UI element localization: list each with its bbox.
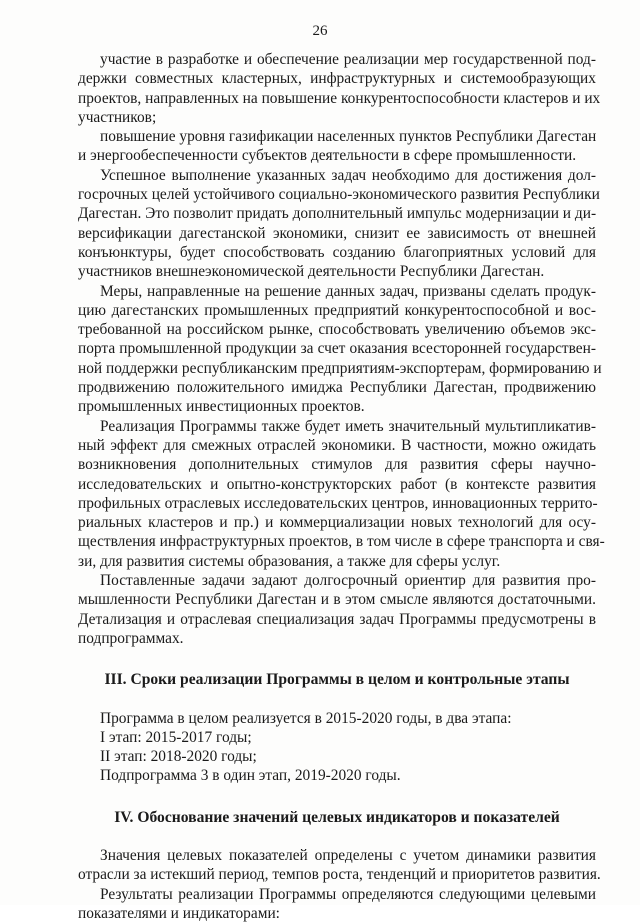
- text-line: цию дагестанских промышленных предприятий конкурентоспособной и вос-: [78, 301, 596, 319]
- text-line: участие в разработке и обеспечение реализации мер государственной под-: [100, 51, 596, 68]
- paragraph: [78, 885, 596, 923]
- text-line: держки совместных кластерных, инфраструктурных и системообразующих: [78, 70, 596, 88]
- page-number: 26: [312, 23, 328, 39]
- text-line: подпрограммах.: [78, 629, 184, 647]
- text-line: возникновения дополнительных стимулов для развития сферы научно-: [78, 456, 596, 474]
- text-line: Подпрограмма 3 в один этап, 2019-2020 годы.: [100, 767, 401, 785]
- document-body: [78, 50, 605, 923]
- text-line: Реализация Программы также будет иметь значительный мультипликатив-: [100, 417, 596, 435]
- paragraph: [78, 417, 605, 571]
- paragraph: [78, 127, 596, 166]
- paragraph: [78, 846, 601, 885]
- text-line: Значения целевых показателей определены с учетом динамики развития: [100, 846, 596, 864]
- text-line: отрасли за истекший период, темпов роста, тенденций и приоритетов развития.: [78, 866, 601, 884]
- section-3-list: [78, 709, 596, 786]
- text-line: показателями и индикаторами:: [78, 904, 280, 922]
- paragraph: [78, 571, 596, 648]
- text-line: Дагестан. Это позволит придать дополнительный импульс модернизации и ди-: [78, 205, 597, 223]
- text-line: II этап: 2018-2020 годы;: [100, 748, 257, 766]
- paragraph: [78, 282, 602, 417]
- text-line: зи, для развития системы образования, а также для сферы услуг.: [78, 552, 501, 570]
- text-line: Результаты реализации Программы определяются следующими целевыми: [100, 885, 596, 903]
- text-line: проектов, направленных на повышение конкурентоспособности кластеров и их: [78, 89, 601, 107]
- text-line: Детализация и отраслевая специализация задач Программы предусмотрены в: [78, 610, 596, 628]
- text-line: ществления инфраструктурных проектов, в том числе в сфере транспорта и свя-: [78, 533, 605, 551]
- text-line: версификации дагестанской экономики, снизит ее зависимость от внешней: [78, 224, 596, 242]
- text-line: риальных кластеров и пр.) и коммерциализации новых технологий для осу-: [78, 514, 596, 532]
- text-line: I этап: 2015-2017 годы;: [100, 728, 252, 746]
- paragraph: [78, 50, 601, 127]
- text-line: и энергообеспеченности субъектов деятельности в сфере промышленности.: [78, 147, 577, 165]
- text-line: Программа в целом реализуется в 2015-2020 годы, в два этапа:: [100, 709, 512, 727]
- text-line: промышленных инвестиционных проектов.: [78, 398, 365, 416]
- paragraph: [78, 166, 600, 282]
- section-heading: IV. Обоснование значений целевых индикаторов и показателей: [114, 808, 560, 826]
- text-line: госрочных целей устойчивого социально-экономического развития Республики: [78, 186, 600, 204]
- text-line: Поставленные задачи задают долгосрочный ориентир для развития про-: [100, 572, 596, 590]
- text-line: Меры, направленные на решение данных задач, призваны сделать продук-: [100, 282, 596, 300]
- text-line: ной поддержки республиканским предприятиям-экспортерам, формированию и: [78, 359, 602, 377]
- text-line: порта промышленной продукции за счет оказания всесторонней государствен-: [78, 340, 596, 358]
- text-line: повышение уровня газификации населенных пунктов Республики Дагестан: [100, 128, 597, 146]
- text-line: мышленности Республики Дагестан и в этом смысле являются достаточными.: [78, 591, 596, 609]
- text-line: участников;: [78, 108, 157, 126]
- text-line: Успешное выполнение указанных задач необходимо для достижения дол-: [100, 166, 596, 184]
- text-line: профильных отраслевых исследовательских центров, инновационных террито-: [78, 494, 598, 512]
- section-heading: III. Сроки реализации Программы в целом и контрольные этапы: [104, 671, 570, 689]
- text-line: конъюнктуры, будет способствовать созданию благоприятных условий для: [78, 243, 596, 261]
- text-line: продвижению положительного имиджа Республики Дагестан, продвижению: [78, 379, 596, 397]
- text-line: участников внешнеэкономической деятельности Республики Дагестан.: [78, 263, 545, 281]
- text-line: исследовательских и опытно-конструкторских работ (в контексте развития: [78, 475, 596, 493]
- text-line: требованной на российском рынке, способствовать увеличению объемов экс-: [78, 321, 596, 339]
- text-line: ный эффект для смежных отраслей экономики. В частности, можно ожидать: [78, 436, 596, 454]
